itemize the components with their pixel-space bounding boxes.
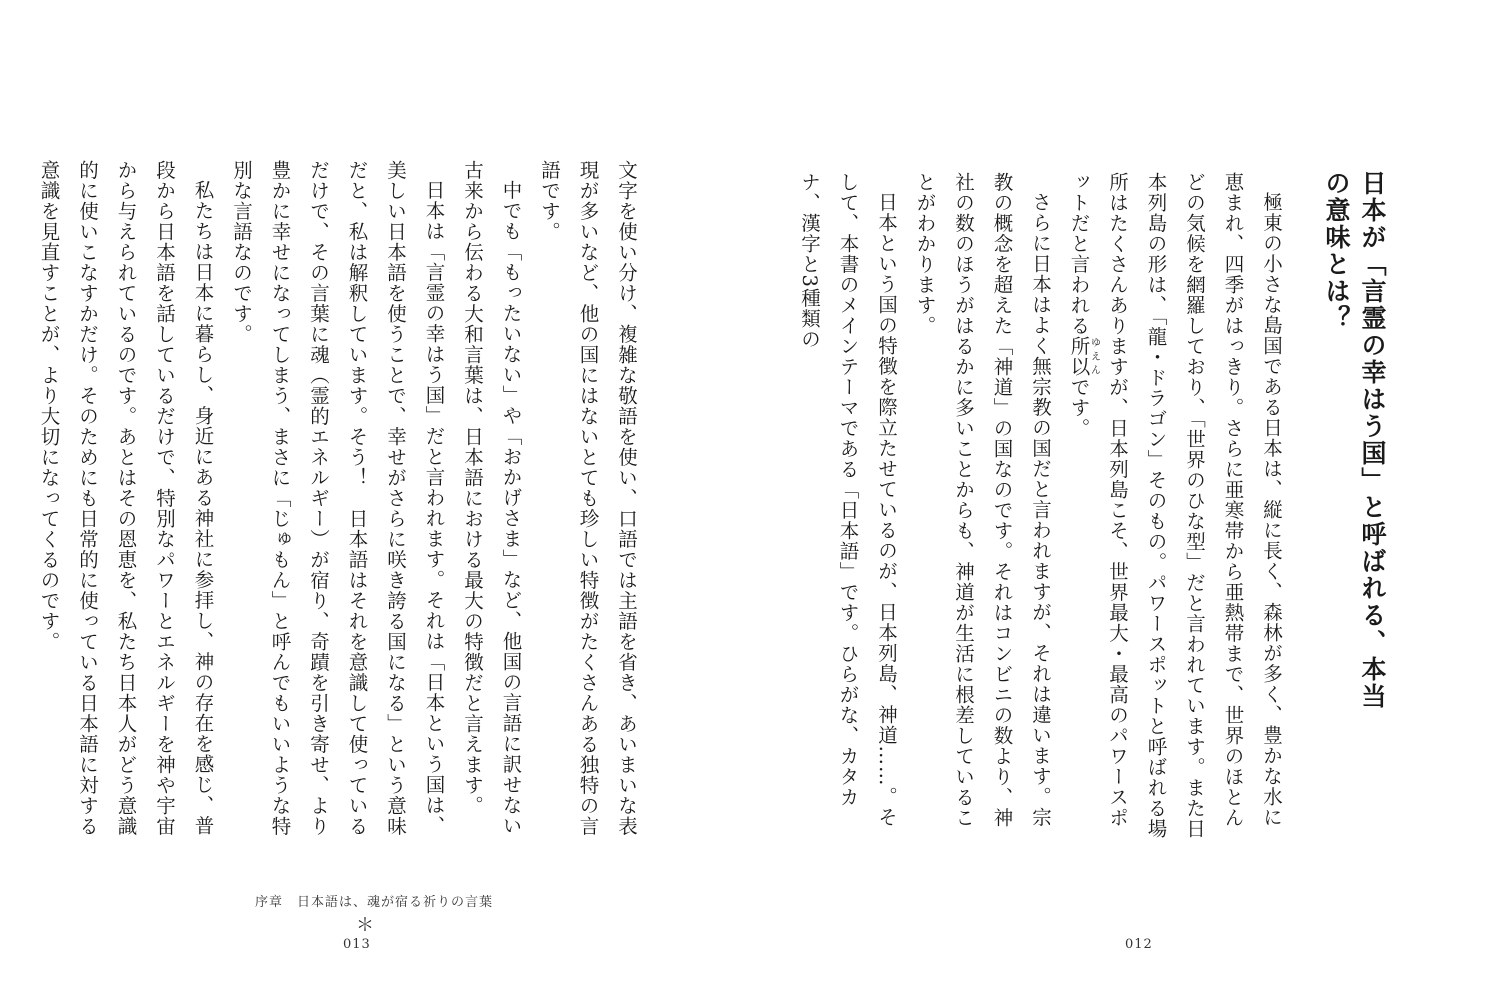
- running-head-chapter: 序章: [255, 895, 284, 910]
- page-number-right: 012: [1125, 937, 1153, 952]
- asterisk-ornament: ＊: [356, 915, 374, 936]
- paragraph: 日本は「言霊の幸はう国」だと言われます。それは「日本という国は、美しい日本語を使うことで、幸せがさらに咲き誇る国になる」という意味だと、私は解釈しています。そう！ 日本語はそれを意識して使っているだけで、その言葉に魂（霊的エネルギー）が宿り、奇蹟を引き寄せ、より豊かに幸せになってしまう、まさに「じゅもん」と呼んでもいいような特別な言語なのです。: [230, 160, 446, 837]
- right-page-body: [798, 172, 1290, 842]
- ruby-reading: ゆえん: [1088, 336, 1100, 377]
- paragraph: 中でも「もったいない」や「おかげさま」など、他国の言語に訳せない古来から伝わる大和言葉は、日本語における最大の特徴だと言えます。: [461, 160, 523, 836]
- page-number-left: 013: [343, 937, 371, 952]
- ruby-base: 所以: [1067, 336, 1091, 377]
- paragraph: 日本という国の特徴を際立たせているのが、日本列島、神道……。そして、本書のメインテーマである「日本語」です。ひらがな、カタカナ、漢字と3種類の: [798, 172, 898, 827]
- paragraph: [1059, 172, 1290, 842]
- section-title: 日本が「言霊の幸はう国」と呼ばれる、本当の意味とは？: [1322, 170, 1387, 710]
- running-head: [255, 891, 493, 910]
- left-page-body: [37, 160, 645, 840]
- paragraph-text-end: です。: [1067, 377, 1091, 439]
- right-page: [750, 0, 1500, 996]
- paragraph: 私たちは日本に暮らし、身近にある神社に参拝し、神の存在を感じ、普段から日本語を話しているだけで、特別なパワーとエネルギーを神や宇宙から与えられているのです。あとはその恩恵を、私たち日本人がどう意識的に使いこなすかだけ。そのためにも日常的に使っている日本語に対する意識を見直すことが、より大切になってくるのです。: [37, 160, 215, 837]
- ruby-word: [1067, 336, 1100, 377]
- paragraph-text: 極東の小さな島国である日本は、縦に長く、森林が多く、豊かな水に恵まれ、四季がはっきり。さらに亜寒帯から亜熱帯まで、世界のほとんどの気候を網羅しており、「世界のひな型」だと言われています。また日本列島の形は、「龍・ドラゴン」そのもの。パワースポットと呼ばれる場所はたくさんありますが、日本列島こそ、世界最大・最高のパワースポットだと言われる: [1067, 172, 1283, 839]
- paragraph: さらに日本はよく無宗教の国だと言われますが、それは違います。宗教の概念を超えた「神道」の国なのです。それはコンビニの数より、神社の数のほうがはるかに多いことからも、神道が生活に根差していることがわかります。: [913, 172, 1052, 828]
- paragraph: 文字を使い分け、複雑な敬語を使い、口語では主語を省き、あいまいな表現が多いなど、他の国にはないとても珍しい特徴がたくさんある独特の言語です。: [538, 160, 638, 837]
- running-head-title: 日本語は、魂が宿る祈りの言葉: [297, 895, 494, 910]
